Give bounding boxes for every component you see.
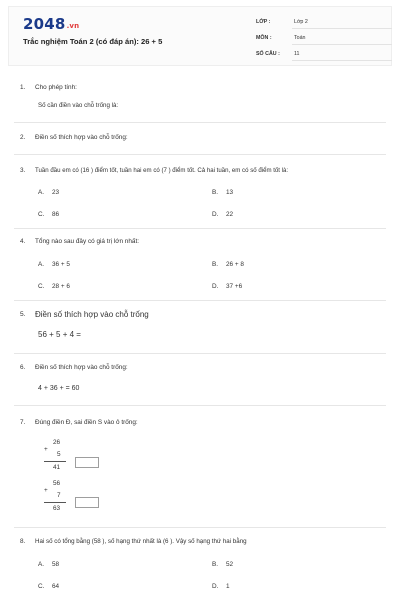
option-b[interactable] xyxy=(212,261,244,268)
divider xyxy=(14,353,386,354)
option-d[interactable] xyxy=(212,283,242,290)
question-number: 4. xyxy=(20,238,26,245)
option-letter: D. xyxy=(212,583,219,590)
option-letter: C. xyxy=(38,283,45,290)
option-c[interactable] xyxy=(38,211,59,218)
question-6-sub: 4 + 36 + = 60 xyxy=(38,385,80,392)
question-text: Tổng nào sau đây có giá trị lớn nhất: xyxy=(35,238,140,245)
divider xyxy=(14,228,386,229)
logo-tld: .vn xyxy=(66,22,80,30)
count-underline xyxy=(292,60,392,61)
subject-value: Toán xyxy=(294,35,306,41)
subject-underline xyxy=(292,44,392,45)
question-text: Hai số có tổng bằng (58 ), số hạng thứ nhất là (6 ). Vậy số hạng thứ hai bằng xyxy=(35,538,247,545)
class-underline xyxy=(292,28,392,29)
option-letter: A. xyxy=(38,189,45,196)
question-text: Đúng điền Đ, sai điền S vào ô trống: xyxy=(35,419,138,426)
option-a[interactable] xyxy=(38,261,70,268)
option-letter: D. xyxy=(212,211,219,218)
option-b[interactable] xyxy=(212,189,233,196)
option-value: 58 xyxy=(52,561,60,568)
question-number: 5. xyxy=(20,311,26,318)
question-1-sub: Số cần điền vào chỗ trống là: xyxy=(38,102,119,109)
option-letter: A. xyxy=(38,561,45,568)
question-number: 1. xyxy=(20,84,26,91)
worksheet-title: Trắc nghiệm Toán 2 (có đáp án): 26 + 5 xyxy=(23,37,163,46)
option-value: 1 xyxy=(226,583,230,590)
option-a[interactable] xyxy=(38,189,59,196)
option-value: 52 xyxy=(226,561,234,568)
question-number: 2. xyxy=(20,134,26,141)
answer-box-1[interactable] xyxy=(75,457,99,468)
addend-bottom: 7 xyxy=(57,492,61,499)
option-letter: B. xyxy=(212,561,219,568)
subject-label: MÔN : xyxy=(256,35,272,41)
option-value: 26 + 8 xyxy=(226,261,244,268)
sum-line xyxy=(44,461,66,462)
option-c[interactable] xyxy=(38,583,59,590)
class-value: Lớp 2 xyxy=(294,19,308,25)
option-d[interactable] xyxy=(212,211,233,218)
question-text: Tuần đầu em có (16 ) điểm tốt, tuần hai em có (7 ) điểm tốt. Cả hai tuần, em có số điểm tốt là: xyxy=(35,167,289,174)
option-value: 37 +6 xyxy=(226,283,243,290)
divider xyxy=(14,405,386,406)
option-value: 23 xyxy=(52,189,60,196)
option-a[interactable] xyxy=(38,561,59,568)
option-value: 86 xyxy=(52,211,60,218)
option-letter: A. xyxy=(38,261,45,268)
option-c[interactable] xyxy=(38,283,70,290)
question-text: Điền số thích hợp vào chỗ trống: xyxy=(35,364,128,371)
option-d[interactable] xyxy=(212,583,230,590)
divider xyxy=(14,527,386,528)
answer-box-2[interactable] xyxy=(75,497,99,508)
question-text: Điền số thích hợp vào chỗ trống xyxy=(35,310,149,319)
worksheet-header xyxy=(8,6,392,66)
class-label: LỚP : xyxy=(256,19,271,25)
option-b[interactable] xyxy=(212,561,233,568)
count-value: 11 xyxy=(294,51,300,57)
addend-top: 26 xyxy=(53,439,61,446)
option-value: 22 xyxy=(226,211,234,218)
sum-result: 63 xyxy=(53,505,61,512)
addend-top: 56 xyxy=(53,480,61,487)
divider xyxy=(14,122,386,123)
count-label: SỐ CÂU : xyxy=(256,51,280,57)
logo-text: 2048 xyxy=(23,15,66,33)
sum-line xyxy=(44,502,66,503)
option-value: 28 + 6 xyxy=(52,283,70,290)
site-logo[interactable] xyxy=(23,15,79,33)
option-letter: C. xyxy=(38,211,45,218)
question-text: Điền số thích hợp vào chỗ trống: xyxy=(35,134,128,141)
option-letter: D. xyxy=(212,283,219,290)
option-letter: B. xyxy=(212,189,219,196)
option-value: 64 xyxy=(52,583,60,590)
question-text: Cho phép tính: xyxy=(35,84,77,91)
question-number: 6. xyxy=(20,364,26,371)
question-number: 3. xyxy=(20,167,26,174)
addend-bottom: 5 xyxy=(57,451,61,458)
question-number: 8. xyxy=(20,538,26,545)
divider xyxy=(14,300,386,301)
question-number: 7. xyxy=(20,419,26,426)
sum-result: 41 xyxy=(53,464,61,471)
option-value: 36 + 5 xyxy=(52,261,70,268)
option-letter: C. xyxy=(38,583,45,590)
divider xyxy=(14,154,386,155)
option-letter: B. xyxy=(212,261,219,268)
plus-sign: + xyxy=(44,487,48,494)
option-value: 13 xyxy=(226,189,234,196)
question-5-sub: 56 + 5 + 4 = xyxy=(38,330,81,339)
plus-sign: + xyxy=(44,446,48,453)
